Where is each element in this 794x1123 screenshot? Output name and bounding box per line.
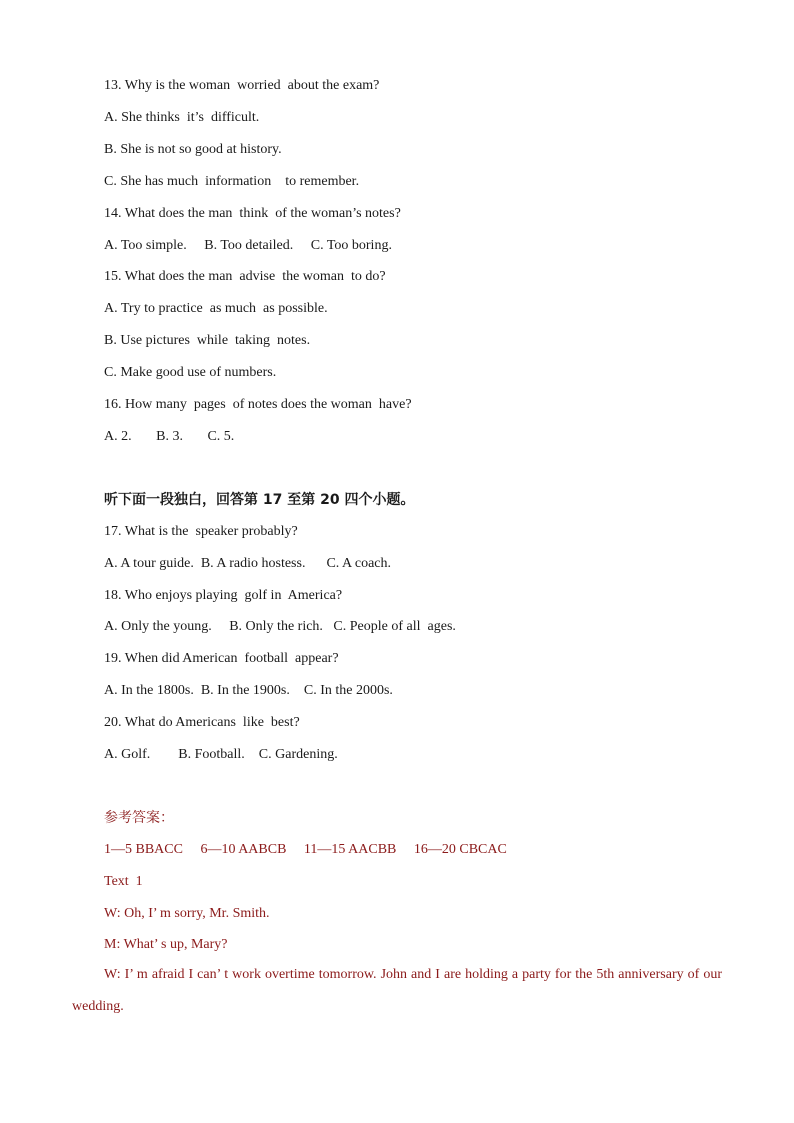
options-18: A. Only the young. B. Only the rich. C. People of all ages. (104, 619, 456, 634)
option-15b: B. Use pictures while taking notes. (104, 333, 311, 348)
question-14: 14. What does the man think of the woman’s notes? (104, 206, 401, 221)
answers-heading: 参考答案： (104, 810, 174, 826)
dialogue-paragraph: W: I’ m afraid I can’ t work overtime tomorrow. John and I are holding a party for the 5th anniversary of our wedding. (72, 967, 722, 1014)
options-19: A. In the 1800s. B. In the 1900s. C. In the 2000s. (104, 683, 393, 698)
question-16: 16. How many pages of notes does the woman have? (104, 397, 412, 412)
option-13a: A. She thinks it’s difficult. (104, 110, 260, 125)
text-label: Text 1 (104, 874, 143, 889)
option-13c: C. She has much information to remember. (104, 174, 360, 189)
option-15a: A. Try to practice as much as possible. (104, 301, 328, 316)
option-13b: B. She is not so good at history. (104, 142, 282, 157)
question-18: 18. Who enjoys playing golf in America? (104, 588, 343, 603)
options-14: A. Too simple. B. Too detailed. C. Too boring. (104, 238, 392, 253)
option-15c: C. Make good use of numbers. (104, 365, 277, 380)
section-heading: 听下面一段独白，回答第 17 至第 20 四个小题。 (104, 492, 415, 508)
options-16: A. 2. B. 3. C. 5. (104, 429, 235, 444)
dialogue-line-2: M: What’ s up, Mary? (104, 937, 228, 952)
question-19: 19. When did American football appear? (104, 651, 339, 666)
question-20: 20. What do Americans like best? (104, 715, 300, 730)
dialogue-line-1: W: Oh, I’ m sorry, Mr. Smith. (104, 906, 270, 921)
question-13: 13. Why is the woman worried about the exam? (104, 78, 380, 93)
answers-line: 1—5 BBACC 6—10 AABCB 11—15 AACBB 16—20 CBCAC (104, 842, 507, 857)
question-17: 17. What is the speaker probably? (104, 524, 298, 539)
options-17: A. A tour guide. B. A radio hostess. C. A coach. (104, 556, 391, 571)
options-20: A. Golf. B. Football. C. Gardening. (104, 747, 338, 762)
question-15: 15. What does the man advise the woman to do? (104, 269, 386, 284)
